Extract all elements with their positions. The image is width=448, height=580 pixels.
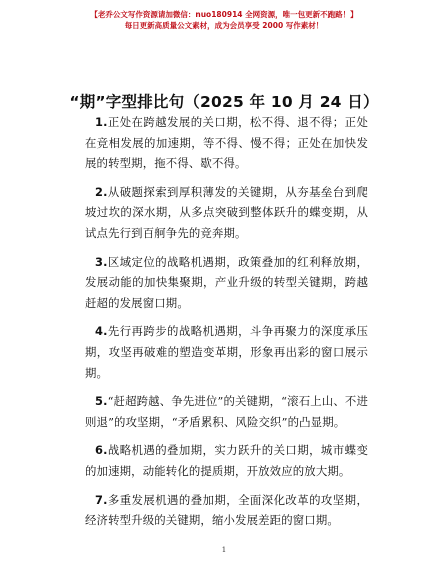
paragraph-number: 5.	[95, 394, 108, 409]
paragraph-number: 3.	[95, 254, 108, 269]
page-number: 1	[221, 546, 227, 554]
paragraph-number: 6.	[95, 443, 108, 458]
paragraph-text: 先行再跨步的战略机遇期，斗争再聚力的深度承压期，攻坚再破难的塑造变革期，形象再出彩的窗口展示期。	[85, 324, 368, 380]
promo-banner-line2: 每日更新高质量公文素材，成为会员享受 2000 写作素材！	[124, 21, 324, 30]
paragraph-1	[85, 112, 368, 174]
document-title: “期”字型排比句（2025 年 10 月 24 日）	[69, 93, 379, 111]
paragraph-text: 区域定位的战略机遇期，政策叠加的红利释放期，发展动能的加快集聚期，产业升级的转型关键期，跨越赶超的发展窗口期。	[85, 254, 368, 310]
paragraph-number: 1.	[95, 115, 108, 129]
paragraph-6	[85, 440, 368, 481]
paragraph-text: 从破题探索到厚积薄发的关键期，从夯基垒台到爬坡过坎的深水期，从多点突破到整体跃升的蝶变期，从试点先行到百舸争先的竞奔期。	[85, 184, 368, 240]
promo-banner	[0, 9, 448, 31]
document-body	[85, 112, 368, 539]
promo-banner-line1: 【老乔公文写作资源请加微信：nuo180914 全网资源，唯一包更新不跑路！】	[90, 10, 358, 19]
paragraph-text: “赶超跨越、争先进位”的关键期，“滚石上山、不进则退”的攻坚期，“矛盾累积、风险交织”的凸显期。	[85, 394, 368, 429]
paragraph-4	[85, 321, 368, 383]
paragraph-number: 7.	[95, 492, 108, 507]
paragraph-number: 4.	[95, 324, 108, 339]
paragraph-3	[85, 252, 368, 314]
paragraph-text: 战略机遇的叠加期，实力跃升的关口期，城市蝶变的加速期，动能转化的提质期，开放效应的放大期。	[85, 443, 368, 478]
paragraph-5	[85, 391, 368, 432]
paragraph-text: 正处在跨越发展的关口期，松不得、退不得；正处在竞相发展的加速期，等不得、慢不得；正处在加快发展的转型期，拖不得、歇不得。	[85, 115, 368, 171]
paragraph-2	[85, 182, 368, 244]
paragraph-7	[85, 490, 368, 531]
paragraph-number: 2.	[95, 184, 108, 199]
paragraph-text: 多重发展机遇的叠加期，全面深化改革的攻坚期，经济转型升级的关键期，缩小发展差距的窗口期。	[85, 492, 368, 528]
